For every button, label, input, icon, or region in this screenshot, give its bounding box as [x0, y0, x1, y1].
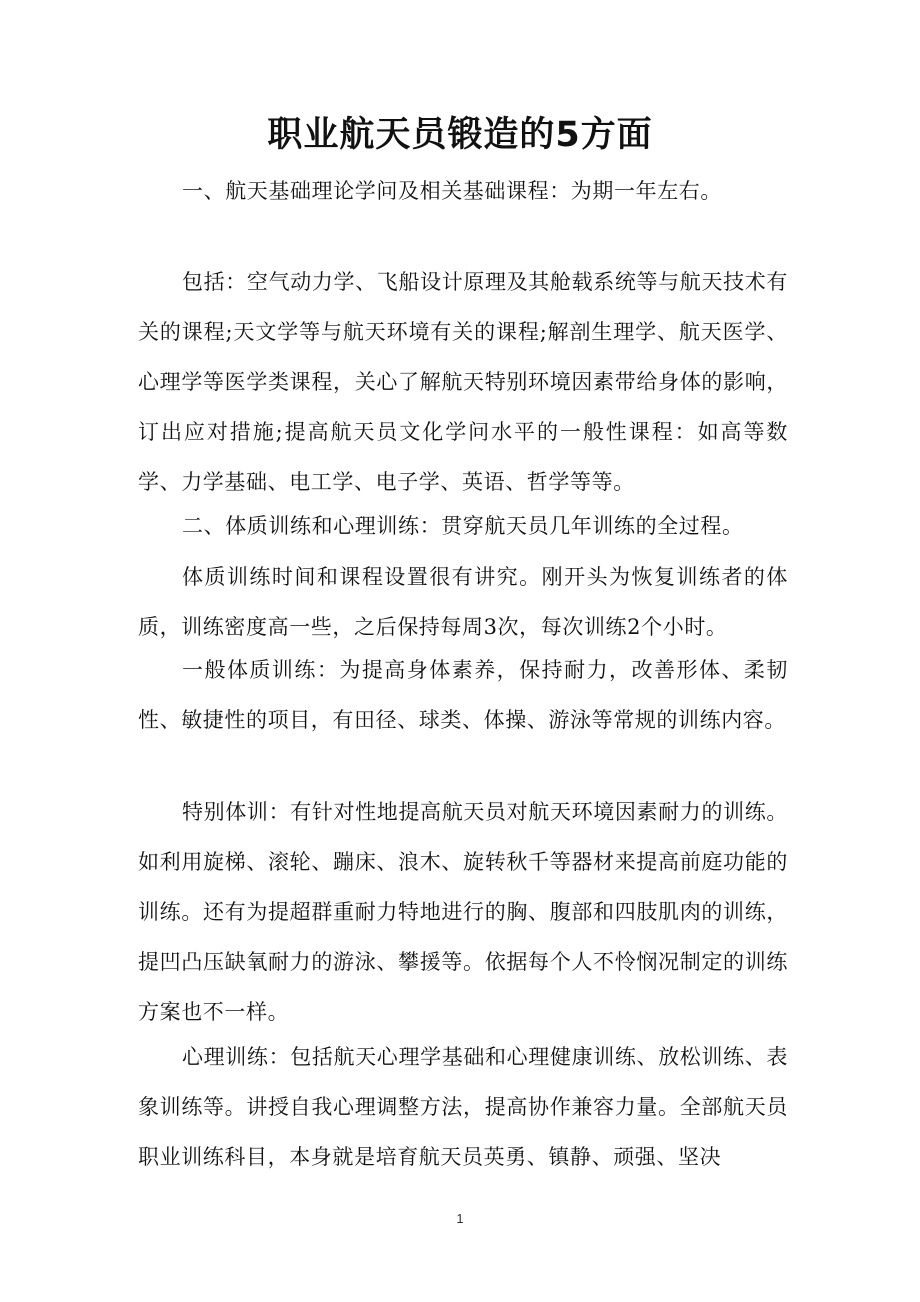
paragraph-course-list: 包括：空气动力学、飞船设计原理及其舱载系统等与航天技术有关的课程;天文学等与航天环境有关的课程;解剖生理学、航天医学、心理学等医学类课程，关心了解航天特别环境因素带给身体的影响，订出应对措施;提高航天员文化学问水平的一般性课程：如高等数学、力学基础、电工学、电子学、英语、哲学等等。 [138, 270, 788, 494]
paragraph-section-two-heading: 二、体质训练和心理训练：贯穿航天员几年训练的全过程。 [182, 514, 744, 538]
paragraph-physical-training-schedule: 体质训练时间和课程设置很有讲究。刚开头为恢复训练者的体质，训练密度高一些，之后保持每周3次，每次训练2个小时。 [138, 565, 788, 639]
paragraph-special-physical-training: 特别体训：有针对性地提高航天员对航天环境因素耐力的训练。如利用旋梯、滚轮、蹦床、浪木、旋转秋千等器材来提高前庭功能的训练。还有为提超群重耐力特地进行的胸、腹部和四肢肌肉的训练，提凹凸压缺氧耐力的游泳、攀援等。依据每个人不怜悯况制定的训练方案也不一样。 [138, 800, 788, 1024]
document-title: 职业航天员锻造的5方面 [267, 115, 653, 155]
paragraph-section-one-heading: 一、航天基础理论学问及相关基础课程：为期一年左右。 [182, 179, 722, 203]
page-number: 1 [456, 1211, 464, 1226]
paragraph-general-physical-training: 一般体质训练：为提高身体素养，保持耐力，改善形体、柔韧性、敏捷性的项目，有田径、球类、体操、游泳等常规的训练内容。 [138, 658, 788, 732]
paragraph-psychological-training: 心理训练：包括航天心理学基础和心理健康训练、放松训练、表象训练等。讲授自我心理调整方法，提高协作兼容力量。全部航天员职业训练科目，本身就是培育航天员英勇、镇静、顽强、坚决 [138, 1045, 788, 1169]
